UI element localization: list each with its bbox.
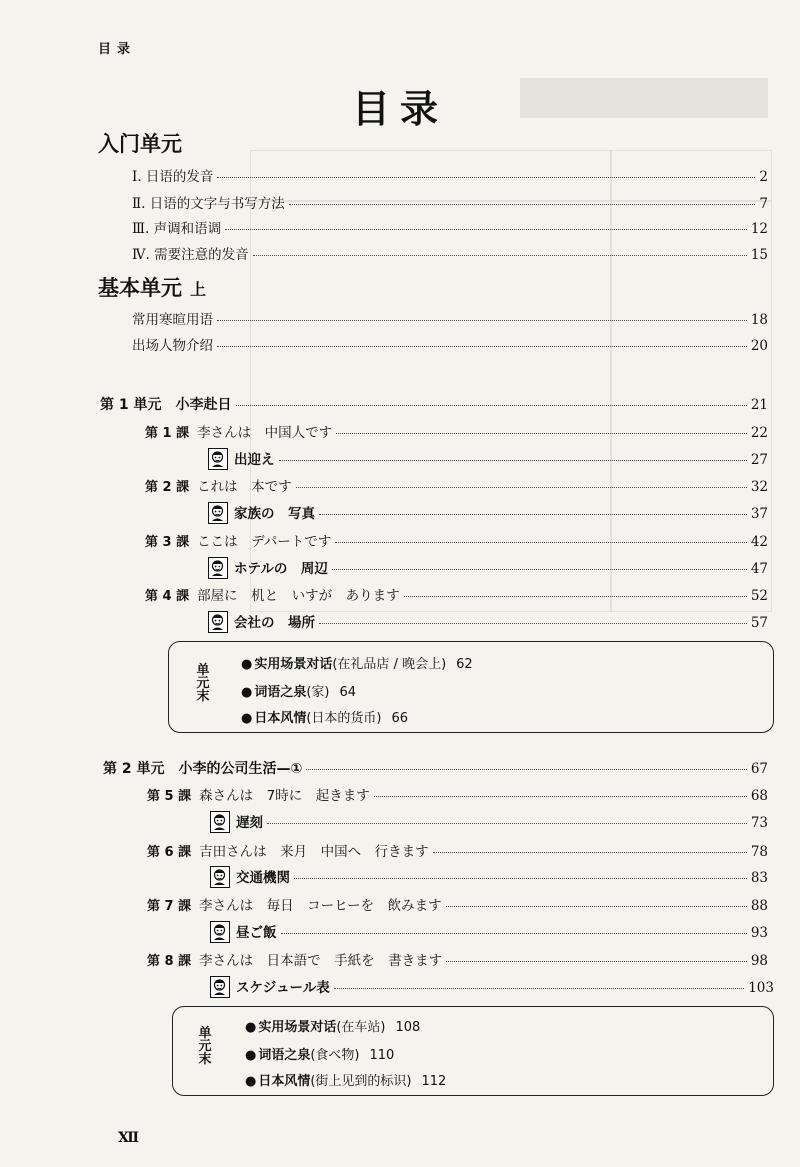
unit-end-char: 元 — [196, 676, 210, 691]
section-basic-unit — [98, 272, 206, 302]
lesson-entry[interactable] — [147, 894, 768, 914]
reading-entry[interactable] — [208, 557, 768, 579]
reading-label — [208, 502, 315, 524]
lesson-number: 第 4 課 — [145, 589, 190, 604]
toc-entry[interactable] — [132, 308, 768, 328]
entry-page: 21 — [750, 397, 768, 413]
unit-end-item[interactable] — [241, 681, 356, 700]
reading-entry[interactable] — [210, 811, 768, 833]
entry-label: 出场人物介绍 — [132, 338, 213, 354]
entry-page: 78 — [750, 844, 768, 860]
entry-page: 73 — [750, 815, 768, 831]
entry-page: 12 — [750, 221, 768, 237]
reading-entry[interactable] — [210, 976, 774, 998]
unit-end-item[interactable] — [245, 1044, 394, 1063]
leader-dots — [336, 433, 747, 434]
entry-page: 83 — [750, 870, 768, 886]
lesson-label — [147, 949, 442, 969]
lesson-label — [145, 475, 292, 495]
bullet-icon: ● — [241, 711, 253, 726]
reading-title: 交通機関 — [236, 870, 290, 886]
lesson-title: 部屋に 机と いすが あります — [197, 588, 400, 604]
lesson-number: 第 5 課 — [147, 789, 192, 804]
reading-entry[interactable] — [208, 502, 768, 524]
leader-dots — [374, 796, 747, 797]
unit-end-item-page: 110 — [369, 1048, 395, 1063]
entry-page: 18 — [750, 312, 768, 328]
leader-dots — [217, 177, 755, 178]
entry-label: Ⅲ. 声调和语调 — [132, 221, 222, 237]
leader-dots — [296, 487, 747, 488]
unit-number: 第 1 単元 — [100, 397, 162, 413]
person-face-icon — [210, 976, 230, 998]
bullet-icon: ● — [245, 1020, 257, 1035]
unit-end-label — [198, 1027, 212, 1066]
entry-label: Ⅰ. 日语的发音 — [132, 169, 214, 185]
entry-page: 7 — [759, 196, 768, 212]
unit-entry[interactable] — [103, 758, 768, 778]
entry-page: 2 — [759, 169, 768, 185]
lesson-number: 第 2 課 — [145, 480, 190, 495]
reading-title: 会社の 場所 — [234, 615, 315, 631]
unit-end-item-page: 64 — [339, 685, 357, 700]
lesson-entry[interactable] — [147, 784, 768, 804]
reading-title: 遅刻 — [236, 815, 263, 831]
entry-page: 47 — [750, 561, 768, 577]
unit-end-item[interactable] — [241, 707, 408, 726]
lesson-label — [145, 421, 332, 441]
reading-title: スケジュール表 — [236, 980, 330, 996]
entry-page: 22 — [750, 425, 768, 441]
toc-entry[interactable] — [132, 217, 768, 237]
leader-dots — [217, 320, 747, 321]
unit-end-char: 元 — [198, 1039, 212, 1054]
page-number: Ⅻ — [118, 1130, 140, 1146]
unit-end-item-note: (在礼品店 / 晚会上) — [332, 657, 447, 672]
lesson-number: 第 3 課 — [145, 535, 190, 550]
toc-entry[interactable] — [132, 165, 768, 185]
lesson-label — [147, 894, 442, 914]
unit-end-item-note: (食べ物) — [310, 1048, 360, 1063]
lesson-title: 李さんは 毎日 コーヒーを 飲みます — [199, 898, 442, 914]
entry-label: Ⅱ. 日语的文字与书写方法 — [132, 196, 285, 212]
lesson-number: 第 6 課 — [147, 845, 192, 860]
lesson-entry[interactable] — [145, 584, 768, 604]
lesson-title: 森さんは 7時に 起きます — [199, 788, 370, 804]
entry-page: 52 — [750, 588, 768, 604]
lesson-number: 第 7 課 — [147, 899, 192, 914]
unit-end-item-page: 62 — [456, 657, 473, 672]
unit-end-box — [168, 641, 774, 733]
unit-entry[interactable] — [100, 394, 768, 414]
entry-page: 15 — [750, 247, 768, 263]
reading-entry[interactable] — [210, 866, 768, 888]
reading-label — [208, 448, 275, 470]
lesson-number: 第 1 課 — [145, 426, 190, 441]
entry-page: 103 — [748, 980, 774, 996]
unit-end-item-title: 实用场景对话 — [258, 1020, 337, 1035]
person-face-icon — [210, 866, 230, 888]
leader-dots — [253, 255, 747, 256]
unit-label — [103, 758, 302, 778]
leader-dots — [306, 769, 746, 770]
bullet-icon: ● — [245, 1074, 257, 1089]
leader-dots — [446, 961, 747, 962]
lesson-title: 李さんは 日本語で 手紙を 書きます — [199, 953, 443, 969]
reading-label — [210, 976, 330, 998]
running-header: 目录 — [98, 42, 137, 57]
lesson-entry[interactable] — [147, 840, 768, 860]
entry-page: 27 — [750, 452, 768, 468]
lesson-entry[interactable] — [145, 475, 768, 495]
leader-dots — [404, 596, 747, 597]
leader-dots — [319, 623, 747, 624]
unit-end-item[interactable] — [245, 1070, 446, 1089]
entry-page: 67 — [750, 761, 768, 777]
toc-entry[interactable] — [132, 243, 768, 263]
reading-title: ホテルの 周辺 — [234, 561, 328, 577]
leader-dots — [289, 204, 756, 205]
unit-number: 第 2 単元 — [103, 761, 165, 777]
unit-end-item-title: 日本风情 — [258, 1074, 311, 1089]
toc-entry[interactable] — [132, 334, 768, 354]
unit-end-item-page: 66 — [391, 711, 409, 726]
leader-dots — [217, 346, 747, 347]
page-title: 目录 — [351, 87, 448, 131]
person-face-icon — [210, 921, 230, 943]
unit-end-char: 单 — [196, 663, 210, 678]
entry-page: 68 — [750, 788, 768, 804]
leader-dots — [279, 460, 747, 461]
unit-end-item-title: 日本风情 — [254, 711, 307, 726]
reading-title: 昼ご飯 — [236, 925, 277, 941]
unit-end-item[interactable] — [241, 653, 473, 672]
entry-label: Ⅳ. 需要注意的发音 — [132, 247, 249, 263]
lesson-label — [147, 840, 429, 860]
leader-dots — [446, 906, 747, 907]
lesson-title: 吉田さんは 来月 中国へ 行きます — [199, 844, 429, 860]
reading-label — [208, 611, 315, 633]
person-face-icon — [208, 611, 228, 633]
unit-end-char: 末 — [196, 689, 210, 704]
reading-title: 家族の 写真 — [234, 506, 315, 522]
lesson-label — [147, 784, 370, 804]
reading-label — [210, 811, 263, 833]
unit-end-item-title: 实用场景对话 — [254, 657, 333, 672]
leader-dots — [433, 852, 747, 853]
entry-page: 37 — [750, 506, 768, 522]
unit-end-item[interactable] — [245, 1016, 420, 1035]
unit-end-box — [172, 1006, 774, 1096]
unit-name: 小李赴日 — [175, 397, 232, 413]
reading-entry[interactable] — [208, 448, 768, 470]
person-face-icon — [208, 448, 228, 470]
lesson-entry[interactable] — [147, 949, 768, 969]
unit-end-item-title: 词语之泉 — [258, 1048, 311, 1063]
unit-end-char: 单 — [198, 1026, 212, 1041]
leader-dots — [334, 988, 745, 989]
leader-dots — [319, 514, 747, 515]
toc-entry[interactable] — [132, 192, 768, 212]
reading-label — [208, 557, 328, 579]
entry-page: 88 — [750, 898, 768, 914]
entry-page: 57 — [750, 615, 768, 631]
entry-page: 42 — [750, 534, 768, 550]
entry-label: 常用寒暄用语 — [132, 312, 213, 328]
person-face-icon — [210, 811, 230, 833]
unit-end-label — [196, 664, 210, 703]
reading-label — [210, 921, 277, 943]
leader-dots — [236, 405, 747, 406]
lesson-label — [145, 584, 400, 604]
reading-title: 出迎え — [234, 452, 275, 468]
section-intro-unit — [98, 128, 182, 158]
section-suffix: 上 — [190, 280, 207, 299]
reading-label — [210, 866, 290, 888]
unit-end-item-note: (在车站) — [336, 1020, 386, 1035]
bullet-icon: ● — [245, 1048, 257, 1063]
reading-entry[interactable] — [208, 611, 768, 633]
leader-dots — [225, 229, 747, 230]
lesson-label — [145, 530, 331, 550]
entry-page: 93 — [750, 925, 768, 941]
person-face-icon — [208, 557, 228, 579]
leader-dots — [335, 542, 747, 543]
unit-end-item-note: (家) — [306, 685, 330, 700]
section-title: 入门单元 — [98, 132, 182, 156]
leader-dots — [267, 823, 747, 824]
unit-end-char: 末 — [198, 1052, 212, 1067]
lesson-entry[interactable] — [145, 530, 768, 550]
lesson-title: これは 本です — [197, 479, 292, 495]
lesson-title: ここは デパートです — [197, 534, 332, 550]
reading-entry[interactable] — [210, 921, 768, 943]
unit-end-item-page: 112 — [421, 1074, 447, 1089]
lesson-number: 第 8 課 — [147, 954, 192, 969]
unit-end-item-page: 108 — [395, 1020, 421, 1035]
bullet-icon: ● — [241, 685, 253, 700]
unit-end-item-note: (街上见到的标识) — [310, 1074, 412, 1089]
lesson-title: 李さんは 中国人です — [197, 425, 333, 441]
entry-page: 32 — [750, 479, 768, 495]
unit-end-item-note: (日本的货币) — [306, 711, 382, 726]
section-title: 基本单元 — [98, 276, 182, 300]
entry-page: 20 — [750, 338, 768, 354]
leader-dots — [294, 878, 747, 879]
leader-dots — [332, 569, 747, 570]
unit-name: 小李的公司生活—① — [178, 761, 303, 777]
bullet-icon: ● — [241, 657, 253, 672]
unit-label — [100, 394, 232, 414]
entry-page: 98 — [750, 953, 768, 969]
unit-end-item-title: 词语之泉 — [254, 685, 307, 700]
lesson-entry[interactable] — [145, 421, 768, 441]
leader-dots — [281, 933, 747, 934]
person-face-icon — [208, 502, 228, 524]
